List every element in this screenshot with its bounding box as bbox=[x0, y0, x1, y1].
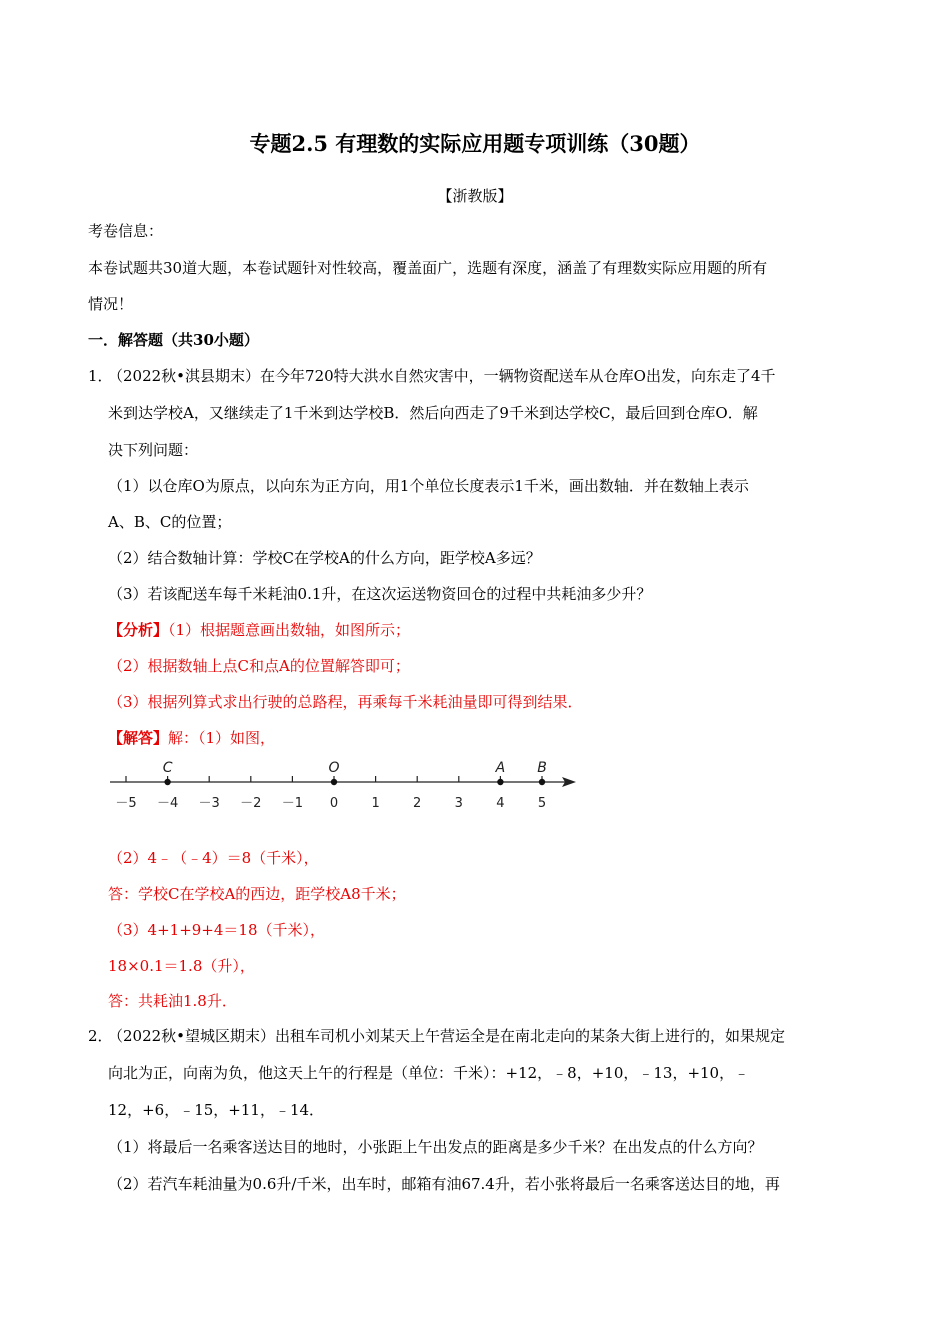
number-line-point-label: A bbox=[495, 760, 506, 776]
number-line-point bbox=[331, 779, 337, 785]
number-line-tick-label: 4 bbox=[496, 796, 505, 811]
question-2-line-2: 向北为正，向南为负，他这天上午的行程是（单位：千米）：+12，﹣8，+10，﹣13，+10，﹣ bbox=[108, 1064, 750, 1082]
question-1-sub-3: （3）若该配送车每千米耗油0.1升，在这次运送物资回仓的过程中共耗油多少升？ bbox=[108, 585, 652, 603]
number-line-tick-label: 5 bbox=[537, 796, 547, 811]
analysis-line-3: （3）根据列算式求出行驶的总路程，再乘每千米耗油量即可得到结果． bbox=[108, 693, 583, 711]
question-1-number: 1． bbox=[88, 367, 113, 385]
answer-2-line-1: （2）4﹣（﹣4）＝8（千米）， bbox=[108, 849, 319, 867]
question-1-line-1: （2022秋•淇县期末）在今年720特大洪水自然灾害中，一辆物资配送车从仓库O出发，向东走了4千 bbox=[108, 367, 776, 385]
number-line-tick-label: 1 bbox=[371, 796, 380, 811]
intro-line-1: 本卷试题共30道大题，本卷试题针对性较高，覆盖面广，选题有深度，涵盖了有理数实际应用题的所有 bbox=[88, 259, 768, 277]
number-line-tick-label: －1 bbox=[281, 796, 304, 811]
number-line-tick-label: －3 bbox=[198, 796, 220, 811]
question-1-sub-1-line-1: （1）以仓库O为原点，以向东为正方向，用1个单位长度表示1千米，画出数轴．并在数轴上表示 bbox=[108, 477, 749, 495]
answer-3-line-1: （3）4+1+9+4＝18（千米）， bbox=[108, 921, 326, 939]
analysis-block bbox=[108, 620, 410, 640]
question-2-line-1: （2022秋•望城区期末）出租车司机小刘某天上午营运全是在南北走向的某条大街上进行的，如果规定 bbox=[108, 1027, 786, 1045]
question-2-line-3: 12，+6，﹣15，+11，﹣14． bbox=[108, 1101, 325, 1119]
number-line-tick-label: 3 bbox=[454, 796, 463, 811]
number-line-tick-label: 2 bbox=[413, 796, 422, 811]
number-line-tick-label: －4 bbox=[156, 796, 179, 811]
question-1-line-3: 决下列问题： bbox=[108, 441, 199, 459]
answer-block bbox=[108, 728, 275, 748]
info-label: 考卷信息： bbox=[88, 222, 164, 240]
number-line-tick-label: －2 bbox=[240, 796, 262, 811]
answer-3-line-3: 答：共耗油1.8升． bbox=[108, 992, 237, 1010]
answer-intro: 解：（1）如图， bbox=[168, 729, 276, 747]
number-line-tick-label: －5 bbox=[115, 796, 137, 811]
question-1-line-2: 米到达学校A，又继续走了1千米到达学校B．然后向西走了9千米到达学校C，最后回到仓库O．解 bbox=[108, 404, 758, 422]
intro-line-2: 情况！ bbox=[88, 295, 134, 313]
number-line-tick-label: 0 bbox=[329, 796, 339, 811]
question-1-sub-2: （2）结合数轴计算：学校C在学校A的什么方向，距学校A多远？ bbox=[108, 549, 541, 567]
analysis-tag: 【分析】 bbox=[108, 621, 169, 639]
analysis-line-1: （1）根据题意画出数轴，如图所示； bbox=[168, 621, 411, 639]
question-1-sub-1-line-2: A、B、C的位置； bbox=[108, 513, 232, 531]
number-line-point bbox=[164, 779, 170, 785]
section-heading: 一．解答题（共30小题） bbox=[88, 331, 259, 349]
number-line-point-label: O bbox=[328, 760, 340, 776]
question-2-sub-2: （2）若汽车耗油量为0.6升/千米，出车时，邮箱有油67.4升，若小张将最后一名乘客送达目的地，再 bbox=[108, 1175, 780, 1193]
number-line-point bbox=[497, 779, 503, 785]
edition-label: 【浙教版】 bbox=[437, 187, 513, 205]
answer-3-line-2: 18×0.1＝1.8（升）， bbox=[108, 957, 255, 975]
question-2-number: 2． bbox=[88, 1027, 113, 1045]
analysis-line-2: （2）根据数轴上点C和点A的位置解答即可； bbox=[108, 657, 410, 675]
number-line-point-label: B bbox=[537, 760, 547, 776]
answer-2-line-2: 答：学校C在学校A的西边，距学校A8千米； bbox=[108, 885, 406, 903]
number-line-point-label: C bbox=[162, 760, 173, 776]
question-2-sub-1: （1）将最后一名乘客送达目的地时，小张距上午出发点的距离是多少千米？在出发点的什么方向？ bbox=[108, 1138, 763, 1156]
answer-tag: 【解答】 bbox=[108, 729, 169, 747]
page-title: 专题2.5 有理数的实际应用题专项训练（30题） bbox=[249, 131, 701, 156]
number-line-point bbox=[539, 779, 545, 785]
number-line-figure bbox=[108, 750, 588, 816]
